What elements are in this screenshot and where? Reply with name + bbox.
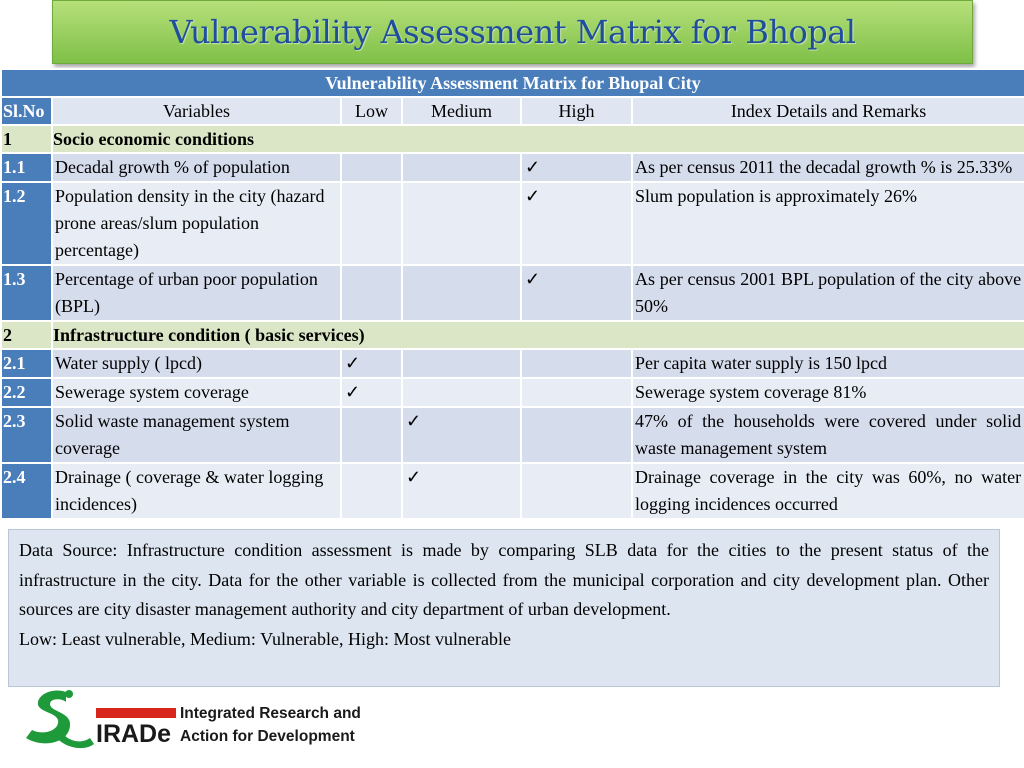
section-number: 2 — [1, 321, 52, 349]
table-row — [1, 182, 1024, 265]
row-high: ✓ — [521, 182, 632, 265]
header-low: Low — [341, 97, 402, 125]
row-medium — [402, 378, 521, 407]
table-row — [1, 153, 1024, 182]
irade-emblem-icon — [22, 686, 102, 758]
section-label: Infrastructure condition ( basic services) — [52, 321, 1024, 349]
data-source-text: Data Source: Infrastructure condition assessment is made by comparing SLB data for the cities to the present status of the infrastructure in the city. Data for the other variable is collected from the municipal corporation and city development plan. Other sources are city disaster management authority and city department of urban development. — [19, 540, 989, 619]
vulnerability-matrix — [0, 68, 1024, 530]
row-low — [341, 265, 402, 321]
section-row — [1, 125, 1024, 153]
row-medium — [402, 182, 521, 265]
logo-abbr: IRADe — [96, 720, 172, 748]
row-number: 2.3 — [1, 407, 52, 463]
row-number: 2.4 — [1, 463, 52, 519]
row-variable: Percentage of urban poor population (BPL) — [52, 265, 341, 321]
row-variable: Population density in the city (hazard prone areas/slum population percentage) — [52, 182, 341, 265]
header-remarks: Index Details and Remarks — [632, 97, 1024, 125]
row-low — [341, 463, 402, 519]
row-low: ✓ — [341, 378, 402, 407]
row-medium: ✓ — [402, 463, 521, 519]
row-medium — [402, 265, 521, 321]
row-variable: Decadal growth % of population — [52, 153, 341, 182]
row-remark: Sewerage system coverage 81% — [632, 378, 1024, 407]
row-remark: As per census 2001 BPL population of the city above 50% — [632, 265, 1024, 321]
data-source-note — [8, 529, 1000, 687]
header-variables: Variables — [52, 97, 341, 125]
logo-line1: Integrated Research and — [180, 705, 361, 722]
slide-title: Vulnerability Assessment Matrix for Bhopal — [169, 13, 856, 51]
row-number: 1.1 — [1, 153, 52, 182]
header-slno: Sl.No — [1, 97, 52, 125]
section-row — [1, 321, 1024, 349]
row-number: 1.2 — [1, 182, 52, 265]
row-low — [341, 407, 402, 463]
logo-line2: Action for Development — [180, 728, 355, 745]
matrix-table — [0, 68, 1024, 520]
row-high — [521, 378, 632, 407]
row-variable: Drainage ( coverage & water logging incidences) — [52, 463, 341, 519]
vulnerability-legend: Low: Least vulnerable, Medium: Vulnerable, High: Most vulnerable — [19, 628, 511, 649]
row-low: ✓ — [341, 349, 402, 378]
row-remark: Drainage coverage in the city was 60%, no water logging incidences occurred — [632, 463, 1024, 519]
row-low — [341, 153, 402, 182]
title-banner — [52, 0, 973, 64]
irade-logo — [22, 686, 382, 758]
row-variable: Sewerage system coverage — [52, 378, 341, 407]
header-medium: Medium — [402, 97, 521, 125]
row-high: ✓ — [521, 153, 632, 182]
row-number: 1.3 — [1, 265, 52, 321]
row-remark: As per census 2011 the decadal growth % is 25.33% — [632, 153, 1024, 182]
section-number: 1 — [1, 125, 52, 153]
row-remark: 47% of the households were covered under solid waste management system — [632, 407, 1024, 463]
row-medium — [402, 349, 521, 378]
row-remark: Slum population is approximately 26% — [632, 182, 1024, 265]
table-row — [1, 349, 1024, 378]
row-high — [521, 463, 632, 519]
table-row — [1, 407, 1024, 463]
row-remark: Per capita water supply is 150 lpcd — [632, 349, 1024, 378]
table-row — [1, 265, 1024, 321]
row-number: 2.2 — [1, 378, 52, 407]
row-number: 2.1 — [1, 349, 52, 378]
table-caption: Vulnerability Assessment Matrix for Bhopal City — [1, 69, 1024, 97]
row-medium — [402, 153, 521, 182]
row-variable: Water supply ( lpcd) — [52, 349, 341, 378]
row-variable: Solid waste management system coverage — [52, 407, 341, 463]
table-row — [1, 378, 1024, 407]
row-medium: ✓ — [402, 407, 521, 463]
row-low — [341, 182, 402, 265]
header-high: High — [521, 97, 632, 125]
row-high — [521, 349, 632, 378]
section-label: Socio economic conditions — [52, 125, 1024, 153]
row-high: ✓ — [521, 265, 632, 321]
row-high — [521, 407, 632, 463]
logo-red-bar — [96, 708, 176, 718]
table-row — [1, 463, 1024, 519]
